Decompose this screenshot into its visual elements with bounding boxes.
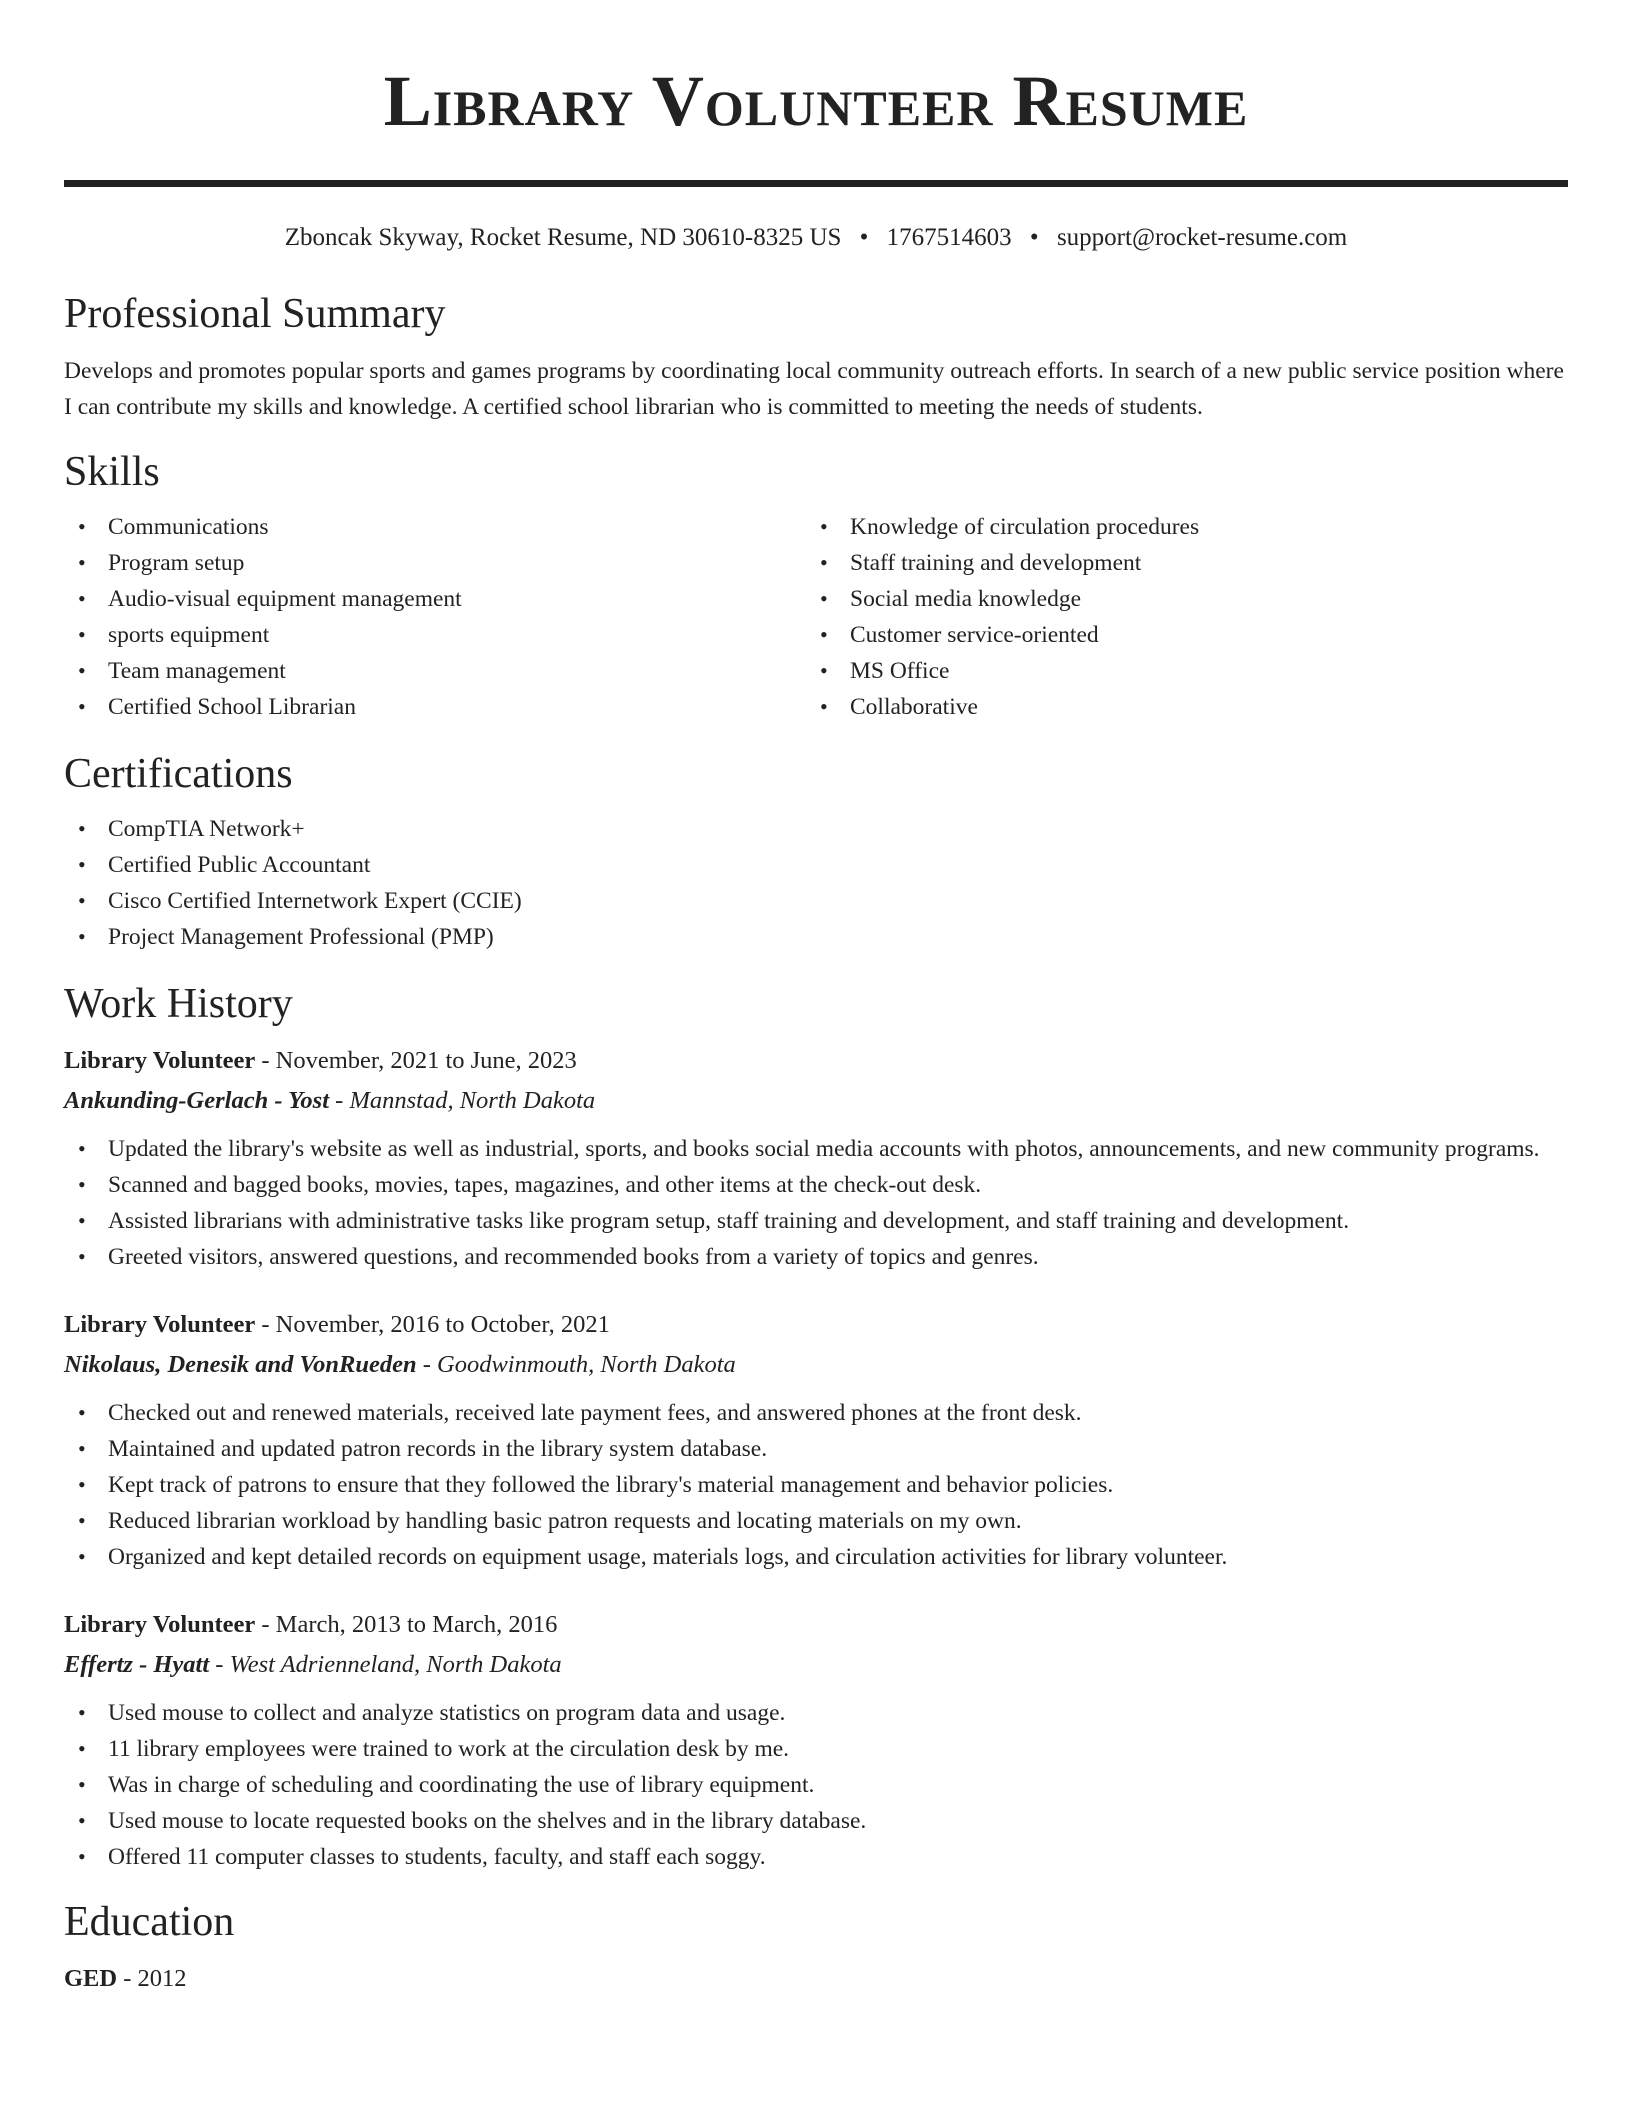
job-duty: • Kept track of patrons to ensure that they followed the library's material management and behavior policies. [64,1467,1568,1503]
summary-heading: Professional Summary [64,291,446,337]
skills-list-left [64,509,806,725]
skill-item: • Team management [64,653,806,689]
certifications-list [64,811,1568,955]
job-location: - West Adrienneland, North Dakota [209,1651,562,1678]
job-duty: • Was in charge of scheduling and coordinating the use of library equipment. [64,1767,1568,1803]
education-degree: GED [64,1965,118,1992]
skills-section [64,447,1568,725]
job-dates: - November, 2016 to October, 2021 [255,1311,610,1338]
job-duty: • Updated the library's website as well as industrial, sports, and books social media accounts with photos, announcements, and new community programs. [64,1131,1568,1167]
skill-item: • Certified School Librarian [64,689,806,725]
contact-address: Zboncak Skyway, Rocket Resume, ND 30610-8325 US [284,224,842,251]
education-entry [64,1959,1568,1999]
job-duties-list [64,1695,1568,1875]
certification-item: • Certified Public Accountant [64,847,1568,883]
contact-email: support@rocket-resume.com [1056,224,1348,251]
summary-section [64,289,1568,425]
job-duty: • Greeted visitors, answered questions, and recommended books from a variety of topics and genres. [64,1239,1568,1275]
education-heading: Education [64,1899,235,1945]
certification-item: • CompTIA Network+ [64,811,1568,847]
job-duty: • Used mouse to locate requested books on the shelves and in the library database. [64,1803,1568,1839]
education-section [64,1897,1568,1999]
job-duty: • Used mouse to collect and analyze statistics on program data and usage. [64,1695,1568,1731]
skill-item: • Collaborative [806,689,1548,725]
job-employer [64,1645,1568,1685]
title-divider [64,180,1568,187]
education-year: - 2012 [117,1965,187,1992]
certification-item: • Project Management Professional (PMP) [64,919,1568,955]
job-duty: • Assisted librarians with administrative tasks like program setup, staff training and development, and staff training and development. [64,1203,1568,1239]
skill-item: • Program setup [64,545,806,581]
contact-separator: • [859,224,869,251]
job-entry [64,1605,1568,1875]
skills-heading: Skills [64,449,160,495]
job-header [64,1041,1568,1081]
job-title: Library Volunteer [64,1611,256,1638]
skill-item: • Staff training and development [806,545,1548,581]
job-duty: • Checked out and renewed materials, received late payment fees, and answered phones at the front desk. [64,1395,1568,1431]
job-header [64,1305,1568,1345]
work-history-heading: Work History [64,981,293,1027]
job-duty: • 11 library employees were trained to work at the circulation desk by me. [64,1731,1568,1767]
job-duty: • Maintained and updated patron records in the library system database. [64,1431,1568,1467]
certifications-section [64,749,1568,955]
job-duty: • Scanned and bagged books, movies, tapes, magazines, and other items at the check-out desk. [64,1167,1568,1203]
job-entry [64,1305,1568,1575]
job-dates: - November, 2021 to June, 2023 [255,1047,577,1074]
certification-item: • Cisco Certified Internetwork Expert (CCIE) [64,883,1568,919]
job-duty: • Reduced librarian workload by handling basic patron requests and locating materials on my own. [64,1503,1568,1539]
contact-phone: 1767514603 [886,224,1012,251]
contact-line [64,221,1568,255]
job-duty: • Organized and kept detailed records on equipment usage, materials logs, and circulation activities for library volunteer. [64,1539,1568,1575]
skills-columns [64,509,1568,725]
job-entry [64,1041,1568,1275]
job-duties-list [64,1131,1568,1275]
job-company: Nikolaus, Denesik and VonRueden [64,1351,417,1378]
job-location: - Mannstad, North Dakota [329,1087,596,1114]
skill-item: • Knowledge of circulation procedures [806,509,1548,545]
skills-list-right [806,509,1548,725]
skill-item: • Audio-visual equipment management [64,581,806,617]
job-title: Library Volunteer [64,1047,256,1074]
skill-item: • Social media knowledge [806,581,1548,617]
job-location: - Goodwinmouth, North Dakota [416,1351,736,1378]
summary-text: Develops and promotes popular sports and games programs by coordinating local community outreach efforts. In search of a new public service position where I can contribute my skills and knowledge. A certified school librarian who is committed to meeting the needs of students. [64,358,1564,420]
job-company: Ankunding-Gerlach - Yost [64,1087,330,1114]
job-duty: • Offered 11 computer classes to students, faculty, and staff each soggy. [64,1839,1568,1875]
certifications-heading: Certifications [64,751,293,797]
skill-item: • Communications [64,509,806,545]
skill-item: • sports equipment [64,617,806,653]
work-history-section [64,979,1568,1875]
job-title: Library Volunteer [64,1311,256,1338]
skill-item: • MS Office [806,653,1548,689]
job-header [64,1605,1568,1645]
resume-title: Library Volunteer Resume [383,61,1249,141]
job-company: Effertz - Hyatt [64,1651,210,1678]
job-dates: - March, 2013 to March, 2016 [255,1611,558,1638]
job-employer [64,1345,1568,1385]
contact-separator: • [1029,224,1039,251]
skill-item: • Customer service-oriented [806,617,1548,653]
job-employer [64,1081,1568,1121]
job-duties-list [64,1395,1568,1575]
